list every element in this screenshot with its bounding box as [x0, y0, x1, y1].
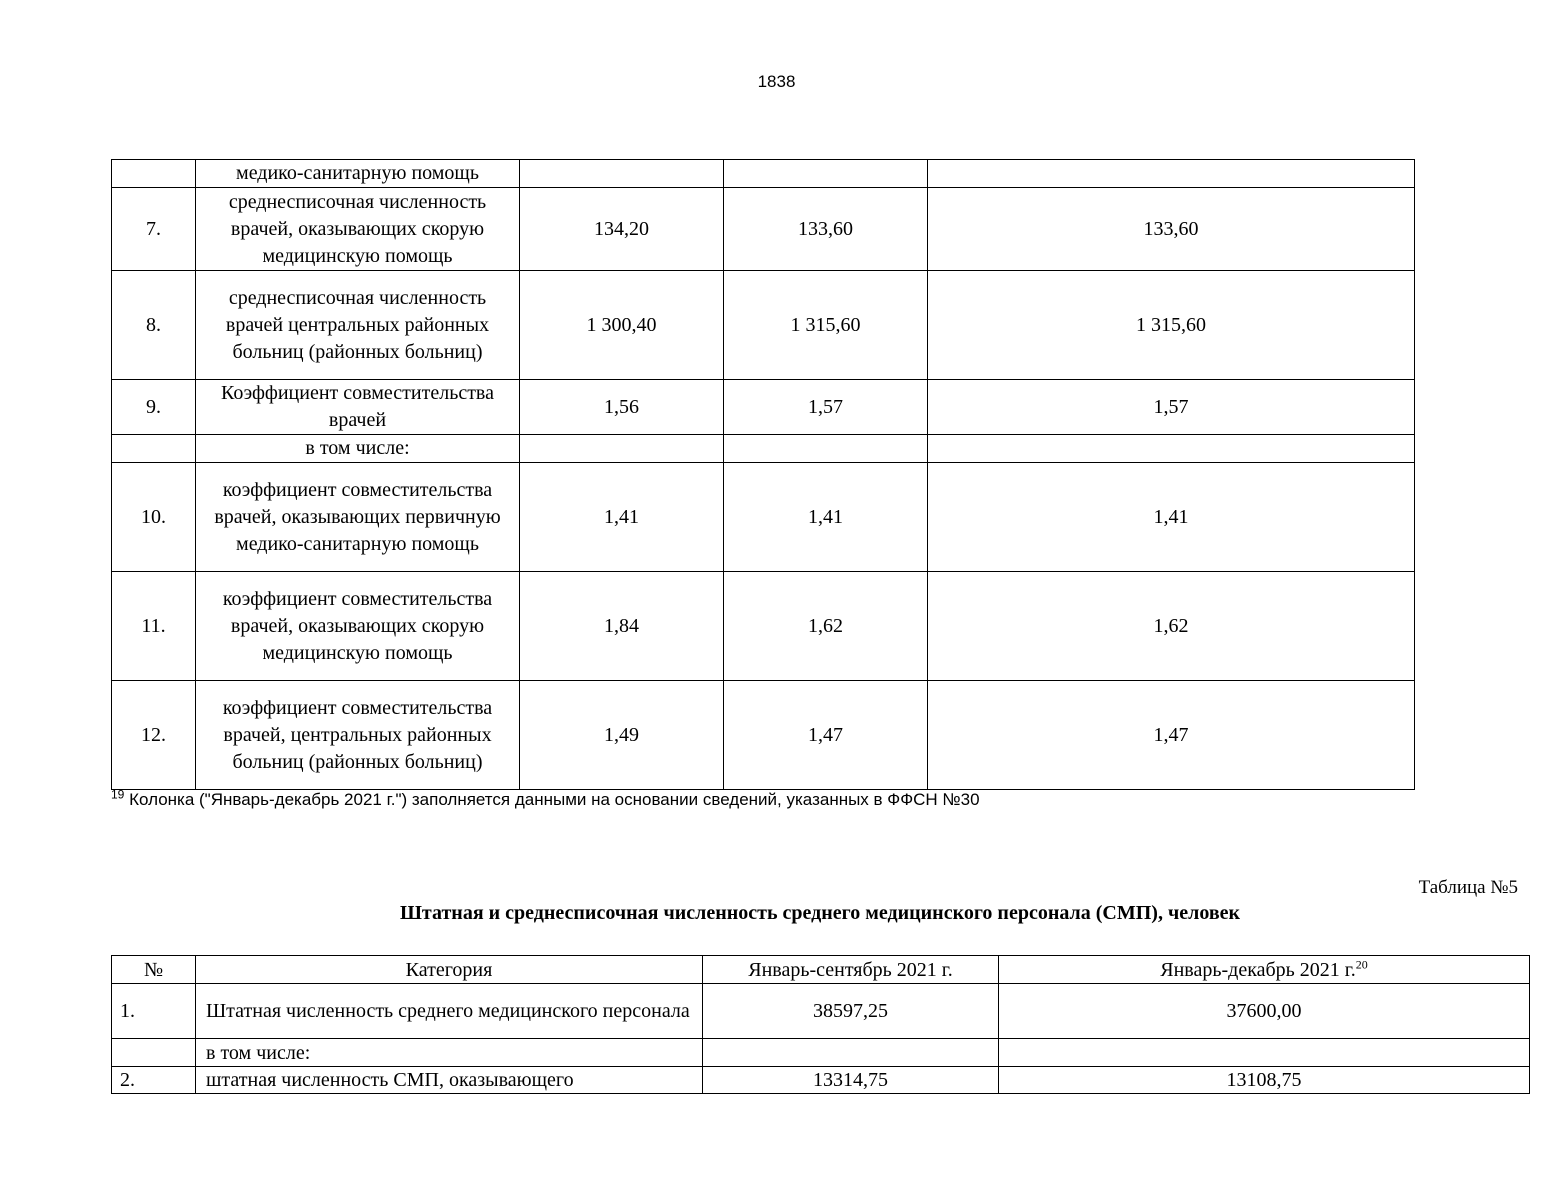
row-category: в том числе: [196, 435, 520, 463]
footnote [111, 787, 980, 810]
row-number: 10. [112, 463, 196, 572]
table-row [112, 681, 1415, 790]
header-period-1: Январь-сентябрь 2021 г. [703, 956, 999, 984]
table-row [112, 160, 1415, 188]
row-number: 11. [112, 572, 196, 681]
row-value-2: 133,60 [724, 188, 928, 271]
row-number [112, 1039, 196, 1067]
row-number: 7. [112, 188, 196, 271]
page-number: 1838 [757, 72, 796, 91]
header-footnote-mark: 20 [1355, 956, 1368, 971]
row-category: среднесписочная численность врачей центральных районных больниц (районных больниц) [196, 271, 520, 380]
row-value-2: 1,41 [724, 463, 928, 572]
footnote-text: Колонка ("Январь-декабрь 2021 г.") заполняется данными на основании сведений, указанных в ФФСН №30 [129, 790, 980, 809]
row-value-1: 1 300,40 [520, 271, 724, 380]
row-value-1: 38597,25 [703, 984, 999, 1039]
table-row [112, 1067, 1530, 1094]
row-value-2: 13108,75 [999, 1067, 1530, 1094]
table-title: Штатная и среднесписочная численность среднего медицинского персонала (СМП), человек [399, 902, 1241, 924]
row-value-1 [703, 1039, 999, 1067]
row-number: 9. [112, 380, 196, 435]
row-category: коэффициент совместительства врачей, центральных районных больниц (районных больниц) [196, 681, 520, 790]
row-value-3: 1,47 [928, 681, 1415, 790]
table-label: Таблица №5 [1418, 877, 1518, 898]
row-number [112, 435, 196, 463]
row-value-2: 1,57 [724, 380, 928, 435]
row-value-2: 1,47 [724, 681, 928, 790]
row-value-3 [928, 160, 1415, 188]
table-row [112, 572, 1415, 681]
row-number: 2. [112, 1067, 196, 1094]
header-period-2 [999, 956, 1530, 984]
header-period-2-label: Январь-декабрь 2021 г. [1160, 958, 1356, 981]
table-row [112, 463, 1415, 572]
row-category: штатная численность СМП, оказывающего [196, 1067, 703, 1094]
row-category: коэффициент совместительства врачей, оказывающих первичную медико-санитарную помощь [196, 463, 520, 572]
row-value-1: 1,56 [520, 380, 724, 435]
row-value-3: 1 315,60 [928, 271, 1415, 380]
row-value-1: 1,41 [520, 463, 724, 572]
row-category: среднесписочная численность врачей, оказывающих скорую медицинскую помощь [196, 188, 520, 271]
row-category: коэффициент совместительства врачей, оказывающих скорую медицинскую помощь [196, 572, 520, 681]
table-row [112, 984, 1530, 1039]
row-value-2 [724, 435, 928, 463]
footnote-mark: 19 [111, 787, 125, 802]
row-number [112, 160, 196, 188]
row-value-1: 1,84 [520, 572, 724, 681]
header-number: № [112, 956, 196, 984]
row-value-2 [999, 1039, 1530, 1067]
row-value-3: 133,60 [928, 188, 1415, 271]
table-header-row [112, 956, 1530, 984]
row-value-3: 1,62 [928, 572, 1415, 681]
table-row [112, 271, 1415, 380]
row-value-1: 13314,75 [703, 1067, 999, 1094]
row-value-1 [520, 160, 724, 188]
row-category: в том числе: [196, 1039, 703, 1067]
row-number: 1. [112, 984, 196, 1039]
row-value-1: 1,49 [520, 681, 724, 790]
header-category: Категория [196, 956, 703, 984]
row-category: Коэффициент совместительства врачей [196, 380, 520, 435]
row-value-1: 134,20 [520, 188, 724, 271]
row-number: 12. [112, 681, 196, 790]
row-value-3: 1,41 [928, 463, 1415, 572]
table-row [112, 1039, 1530, 1067]
table-row [112, 380, 1415, 435]
row-value-2 [724, 160, 928, 188]
row-value-2: 37600,00 [999, 984, 1530, 1039]
row-value-2: 1,62 [724, 572, 928, 681]
row-value-1 [520, 435, 724, 463]
row-category: Штатная численность среднего медицинского персонала [196, 984, 703, 1039]
row-value-3: 1,57 [928, 380, 1415, 435]
row-number: 8. [112, 271, 196, 380]
doctors-table-continued [111, 159, 1415, 790]
table-row [112, 435, 1415, 463]
table-row [112, 188, 1415, 271]
row-value-2: 1 315,60 [724, 271, 928, 380]
nurse-staff-table [111, 955, 1530, 1094]
row-category: медико-санитарную помощь [196, 160, 520, 188]
row-value-3 [928, 435, 1415, 463]
